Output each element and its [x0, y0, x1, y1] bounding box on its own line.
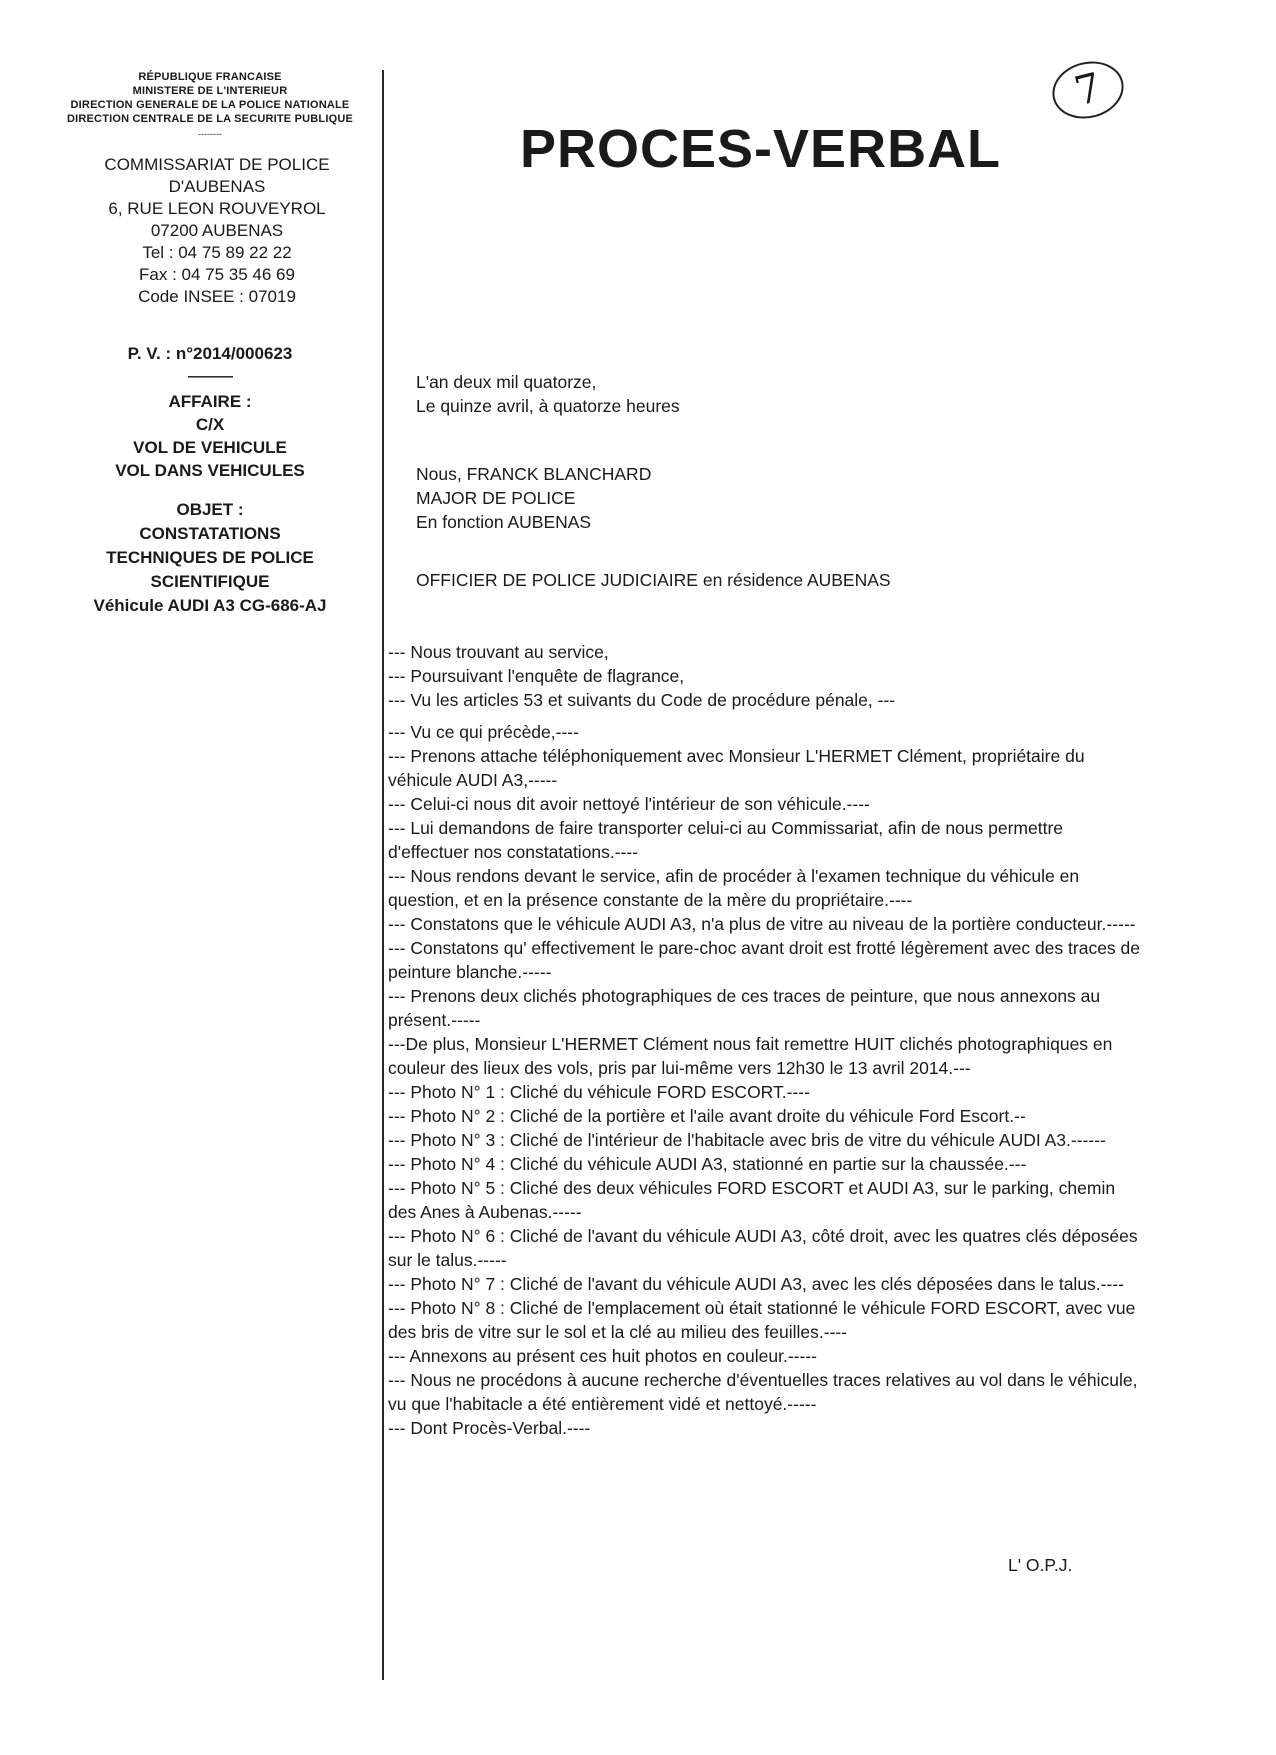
- affaire-line2: VOL DANS VEHICULES: [115, 461, 305, 480]
- statement-body: [388, 640, 1148, 1440]
- statement-line: --- Constatons qu' effectivement le pare-choc avant droit est frotté légèrement avec des traces de peinture blanche.-----: [388, 938, 1141, 982]
- pv-number: P. V. : n°2014/000623: [127, 344, 293, 363]
- statement-line: --- Prenons deux clichés photographiques de ces traces de peinture, que nous annexons au présent.-----: [388, 986, 1101, 1030]
- photo-line: --- Photo N° 4 : Cliché du véhicule AUDI A3, stationné en partie sur la chaussée.---: [388, 1154, 1027, 1174]
- photo-line: --- Photo N° 3 : Cliché de l'intérieur de l'habitacle avec bris de vitre du véhicule AUDI A3.------: [388, 1130, 1106, 1150]
- photo-line: --- Photo N° 6 : Cliché de l'avant du véhicule AUDI A3, côté droit, avec les quatres clés déposées sur le talus.-----: [388, 1226, 1138, 1270]
- officer-rank: MAJOR DE POLICE: [416, 488, 576, 508]
- officer-post: En fonction AUBENAS: [416, 512, 592, 532]
- statement-line: --- Dont Procès-Verbal.----: [388, 1418, 591, 1438]
- affaire-line1: VOL DE VEHICULE: [133, 438, 287, 457]
- objet-line2: TECHNIQUES DE POLICE: [106, 548, 314, 567]
- statement-line: --- Nous trouvant au service,: [388, 642, 609, 662]
- station-city: 07200 AUBENAS: [150, 221, 284, 240]
- statement-line: --- Nous rendons devant le service, afin de procéder à l'examen technique du véhicule en question, et en la présence constante de la mère du propriétaire.----: [388, 866, 1080, 910]
- statement-line: ---De plus, Monsieur L'HERMET Clément nous fait remettre HUIT clichés photographiques en couleur des lieux des vols, pris par lui-même vers 12h30 le 13 avril 2014.---: [388, 1034, 1113, 1078]
- statement-line: --- Vu les articles 53 et suivants du Code de procédure pénale, ---: [388, 690, 896, 710]
- administration-header: [40, 70, 380, 126]
- station-address: 6, RUE LEON ROUVEYROL: [108, 199, 326, 218]
- direction-centrale-line: DIRECTION CENTRALE DE LA SECURITE PUBLIQUE: [66, 113, 354, 125]
- pv-separator: ---------------: [187, 369, 233, 383]
- statement-line: --- Celui-ci nous dit avoir nettoyé l'intérieur de son véhicule.----: [388, 794, 870, 814]
- date-line1: L'an deux mil quatorze,: [416, 372, 597, 392]
- objet-label: OBJET :: [176, 500, 244, 519]
- photo-line: --- Photo N° 1 : Cliché du véhicule FORD ESCORT.----: [388, 1082, 810, 1102]
- statement-line: --- Annexons au présent ces huit photos en couleur.-----: [388, 1346, 817, 1366]
- station-name-line2: D'AUBENAS: [168, 177, 266, 196]
- page-number-mark: 7: [1046, 54, 1129, 126]
- statement-line: --- Vu ce qui précède,----: [388, 722, 579, 742]
- objet-block: [40, 498, 380, 618]
- officer-role: OFFICIER DE POLICE JUDICIAIRE en résidence AUBENAS: [416, 570, 891, 590]
- objet-line1: CONSTATATIONS: [139, 524, 281, 543]
- direction-generale-line: DIRECTION GENERALE DE LA POLICE NATIONALE: [70, 99, 350, 111]
- affaire-block: [40, 390, 380, 482]
- statement-line: --- Poursuivant l'enquête de flagrance,: [388, 666, 685, 686]
- signature-opj: L' O.P.J.: [1008, 1555, 1073, 1575]
- officer-block: [388, 462, 1148, 534]
- main-text: [388, 370, 1148, 1440]
- left-column: [40, 70, 380, 618]
- objet-vehicle: Véhicule AUDI A3 CG-686-AJ: [93, 596, 327, 615]
- station-fax: Fax : 04 75 35 46 69: [139, 265, 295, 284]
- photo-line: --- Photo N° 7 : Cliché de l'avant du véhicule AUDI A3, avec les clés déposées dans le talus.----: [388, 1274, 1124, 1294]
- objet-line3: SCIENTIFIQUE: [150, 572, 270, 591]
- affaire-label: AFFAIRE :: [168, 392, 252, 411]
- statement-line: --- Constatons que le véhicule AUDI A3, n'a plus de vitre au niveau de la portière conducteur.-----: [388, 914, 1136, 934]
- ministry-line: MINISTERE DE L'INTERIEUR: [132, 85, 288, 97]
- statement-line: --- Lui demandons de faire transporter celui-ci au Commissariat, afin de nous permettre d'effectuer nos constatations.----: [388, 818, 1064, 862]
- statement-line: --- Nous ne procédons à aucune recherche d'éventuelles traces relatives au vol dans le véhicule, vu que l'habitacle a été entièrement vidé et nettoyé.-----: [388, 1370, 1138, 1414]
- photo-line: --- Photo N° 2 : Cliché de la portière et l'aile avant droite du véhicule Ford Escort.--: [388, 1106, 1026, 1126]
- column-divider: [382, 70, 384, 1680]
- officer-name: Nous, FRANCK BLANCHARD: [416, 464, 652, 484]
- station-phone: Tel : 04 75 89 22 22: [142, 243, 292, 262]
- date-block: [388, 370, 1148, 418]
- photo-line: --- Photo N° 5 : Cliché des deux véhicules FORD ESCORT et AUDI A3, sur le parking, chemin des Anes à Aubenas.-----: [388, 1178, 1116, 1222]
- station-name-line1: COMMISSARIAT DE POLICE: [104, 155, 330, 174]
- station-block: [40, 154, 380, 308]
- header-separator: --------: [198, 129, 222, 139]
- photo-line: --- Photo N° 8 : Cliché de l'emplacement où était stationné le véhicule FORD ESCORT, avec vue des bris de vitre sur le sol et la clé au milieu des feuilles.----: [388, 1298, 1136, 1342]
- document-title: PROCES-VERBAL: [520, 119, 1002, 179]
- statement-line: --- Prenons attache téléphoniquement avec Monsieur L'HERMET Clément, propriétaire du véhicule AUDI A3,-----: [388, 746, 1085, 790]
- republic-line: RÉPUBLIQUE FRANCAISE: [138, 71, 282, 83]
- date-line2: Le quinze avril, à quatorze heures: [416, 396, 680, 416]
- station-insee: Code INSEE : 07019: [138, 287, 296, 306]
- affaire-cx: C/X: [195, 415, 225, 434]
